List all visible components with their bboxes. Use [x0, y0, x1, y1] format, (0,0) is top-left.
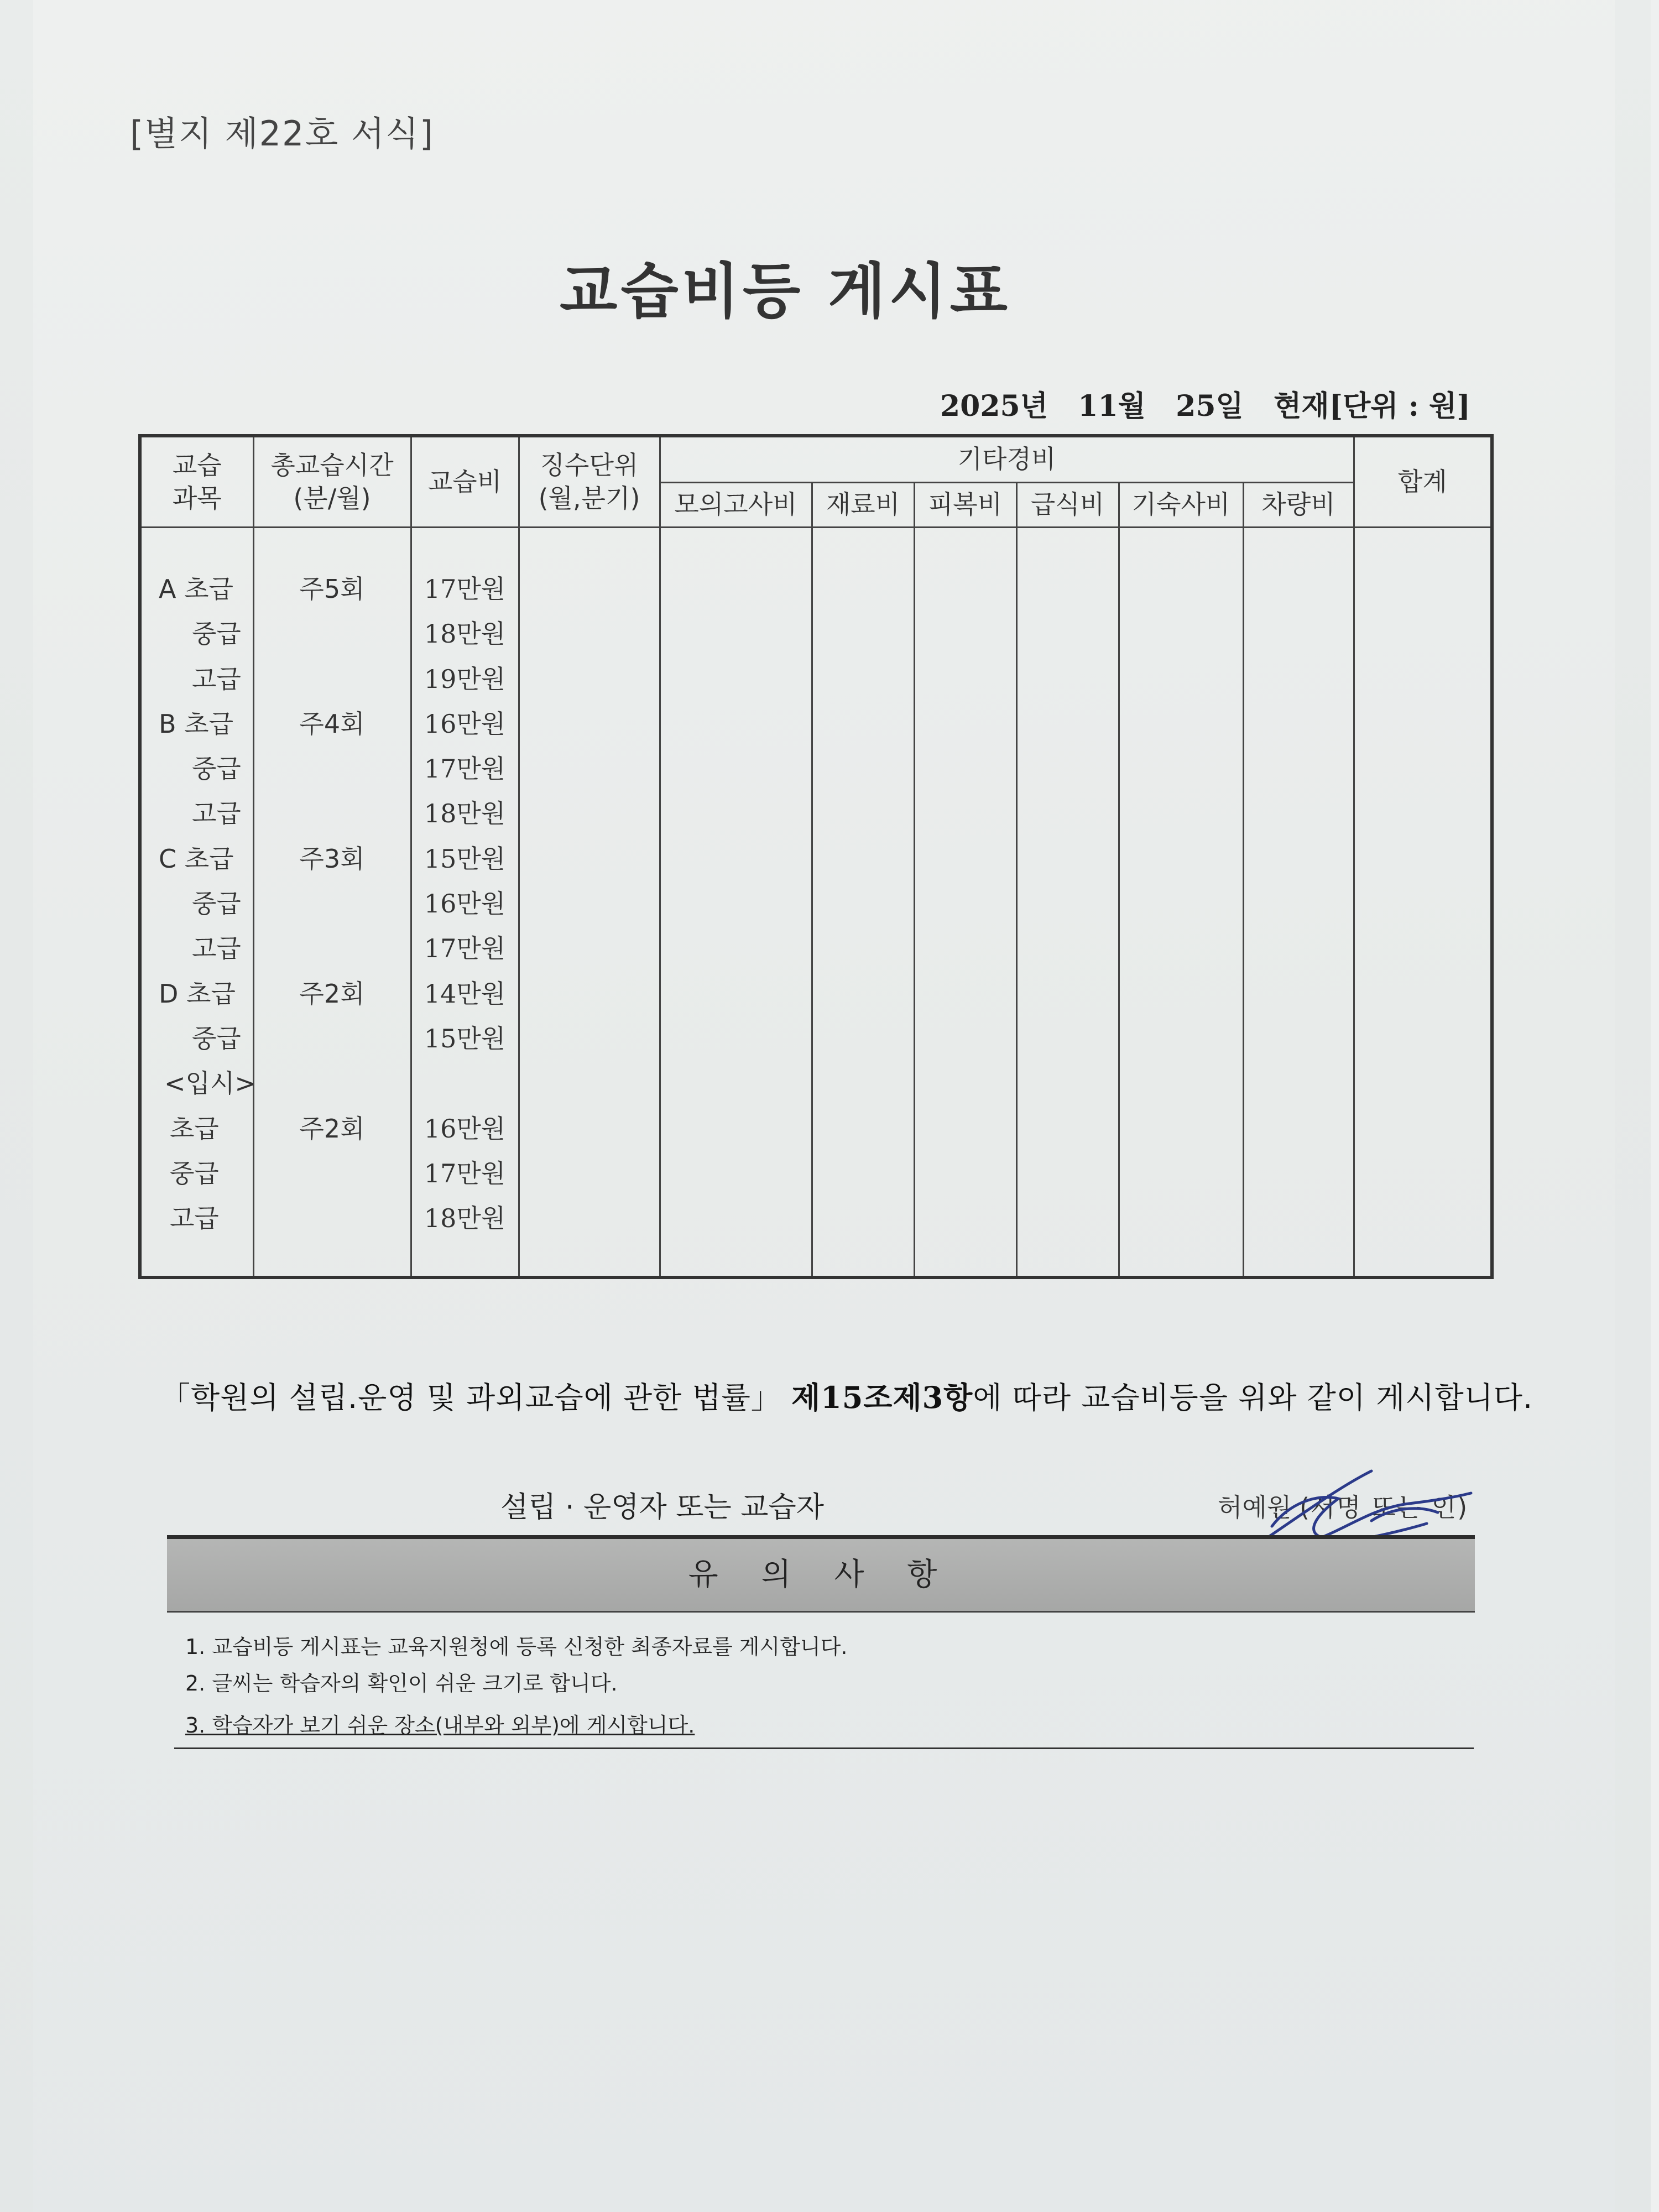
- hours-cell: 주5회: [299, 574, 365, 604]
- hours-cell: 주3회: [299, 843, 365, 874]
- hours-column: [253, 528, 411, 1278]
- fee-cell: 16만원: [424, 889, 506, 919]
- fee-table: [138, 434, 1494, 1279]
- legal-statement: [160, 1374, 1533, 1417]
- notes-list: [185, 1629, 847, 1744]
- subject-cell: 중급: [170, 1158, 219, 1188]
- mock-exam-fee-column: [660, 528, 812, 1278]
- hours-cell: [255, 881, 410, 926]
- header-mock-exam-fee: 모의고사비: [660, 483, 812, 528]
- law-name: 「학원의 설립.운영 및 과외교습에 관한 법률」: [160, 1380, 781, 1415]
- fee-cell: 16만원: [424, 708, 506, 739]
- fee-cell: 18만원: [424, 1203, 506, 1234]
- fee-cell: 18만원: [424, 799, 506, 829]
- subject-cell: 중급: [192, 619, 241, 649]
- signer-note: (서명 또는 인): [1299, 1493, 1469, 1522]
- subject-cell: 중급: [192, 1023, 241, 1053]
- header-fee: 교습비: [411, 436, 519, 528]
- hours-cell: 주2회: [299, 978, 365, 1009]
- subject-cell: A 초급: [159, 574, 233, 604]
- signer-name: 허예원: [1218, 1493, 1292, 1522]
- dormitory-fee-column: [1119, 528, 1243, 1278]
- fee-cell: 16만원: [424, 1113, 506, 1144]
- fee-cell: 18만원: [424, 619, 506, 649]
- fee-cell: 17만원: [424, 574, 506, 604]
- hours-cell: [255, 1151, 410, 1196]
- subject-cell: D 초급: [159, 978, 236, 1009]
- document-title: 교습비등 게시표: [560, 257, 1011, 326]
- hours-cell: 주4회: [299, 708, 365, 739]
- law-article: 제15조제3항: [791, 1380, 973, 1415]
- fee-cell: 17만원: [424, 1158, 506, 1188]
- fee-cell: 14만원: [424, 978, 506, 1009]
- note-item: 3. 학습자가 보기 쉬운 장소(내부와 외부)에 게시합니다.: [185, 1713, 695, 1738]
- subject-cell: <입시>: [164, 1068, 256, 1099]
- subject-cell: 고급: [170, 1203, 219, 1234]
- fee-cell: 19만원: [424, 664, 506, 694]
- note-item: 1. 교습비등 게시표는 교육지원청에 등록 신청한 최종자료를 게시합니다.: [185, 1635, 848, 1659]
- hours-cell: [255, 926, 410, 971]
- hours-cell: [255, 1016, 410, 1061]
- fee-cell: 15만원: [424, 843, 506, 874]
- bottom-rule: [174, 1747, 1474, 1749]
- total-column: [1354, 528, 1492, 1278]
- notice-title-bar: 유 의 사 항: [167, 1535, 1475, 1613]
- fee-cell: 15만원: [424, 1023, 506, 1053]
- form-number: [별지 제22호 서식]: [130, 113, 435, 154]
- hours-cell: [255, 1196, 410, 1241]
- header-total-hours-text: 총교습시간 (분/월): [270, 450, 394, 513]
- collection-unit-column: [519, 528, 660, 1278]
- fee-column: [411, 528, 519, 1278]
- meal-fee-column: [1016, 528, 1119, 1278]
- founder-label: 설립 · 운영자 또는 교습자: [500, 1491, 824, 1524]
- hours-cell: [255, 657, 410, 702]
- subject-cell: 고급: [192, 933, 241, 964]
- material-fee-column: [812, 528, 914, 1278]
- fee-cell: [413, 1061, 518, 1106]
- subject-column: [140, 528, 256, 1278]
- subject-cell: 중급: [192, 754, 241, 784]
- header-collection-unit-text: 징수단위 (월,분기): [538, 450, 640, 513]
- subject-cell: 중급: [192, 889, 241, 919]
- hours-cell: [255, 1061, 410, 1106]
- header-total-hours: [253, 436, 411, 528]
- note-item: 2. 글씨는 학습자의 확인이 쉬운 크기로 합니다.: [185, 1671, 618, 1695]
- header-other-expenses: 기타경비: [660, 436, 1354, 483]
- hours-cell: 주2회: [299, 1113, 365, 1144]
- header-subject: [140, 436, 253, 528]
- vehicle-fee-column: [1243, 528, 1354, 1278]
- subject-cell: C 초급: [159, 843, 234, 874]
- subject-cell: B 초급: [159, 708, 234, 739]
- header-vehicle-fee: 차량비: [1243, 483, 1354, 528]
- header-clothing-fee: 피복비: [914, 483, 1016, 528]
- hours-cell: [255, 791, 410, 836]
- header-collection-unit: [519, 436, 660, 528]
- hours-cell: [255, 612, 410, 656]
- header-material-fee: 재료비: [812, 483, 914, 528]
- legal-statement-rest: 에 따라 교습비등을 위와 같이 게시합니다.: [973, 1380, 1533, 1415]
- fee-cell: 17만원: [424, 754, 506, 784]
- header-meal-fee: 급식비: [1016, 483, 1119, 528]
- header-dormitory-fee: 기숙사비: [1119, 483, 1243, 528]
- subject-cell: 고급: [192, 664, 241, 694]
- subject-cell: 고급: [192, 799, 241, 829]
- header-total: 합계: [1354, 436, 1492, 528]
- clothing-fee-column: [914, 528, 1016, 1278]
- hours-cell: [255, 747, 410, 791]
- subject-cell: 초급: [170, 1113, 219, 1144]
- header-subject-text: 교습 과목: [172, 450, 222, 513]
- date-unit-line: 2025년 11월 25일 현재[단위 : 원]: [940, 389, 1470, 423]
- fee-cell: 17만원: [424, 933, 506, 964]
